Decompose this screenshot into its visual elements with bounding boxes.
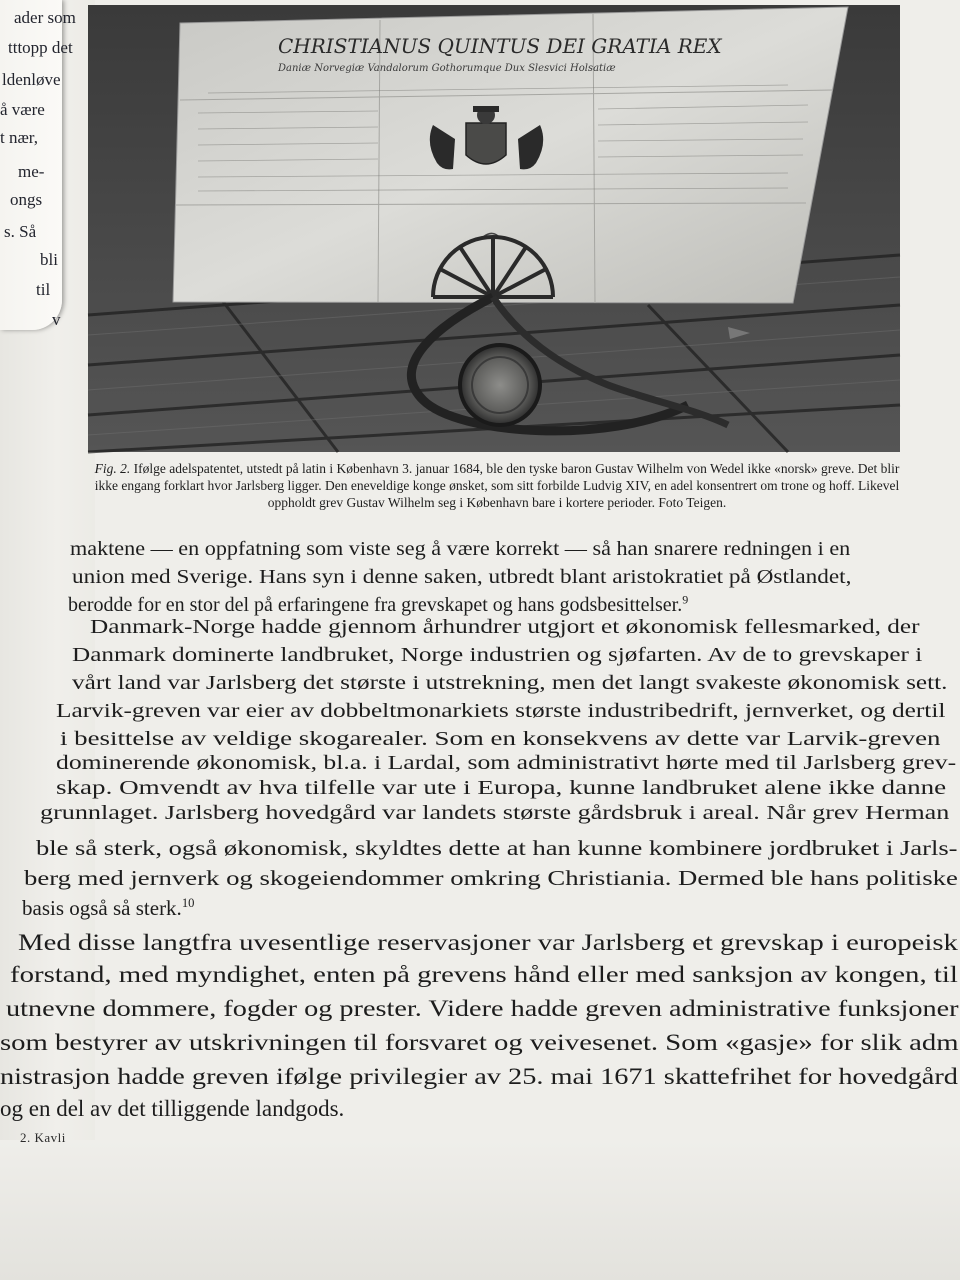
left-page-fragment: v: [52, 310, 61, 329]
body-line-text: skap. Omvendt av hva tilfelle var ute i Europa, kunne landbruket alene ikke danne: [56, 777, 947, 799]
body-line-text: basis også så sterk.: [22, 896, 182, 920]
left-page-fragment: bli: [40, 250, 58, 269]
body-line: [72, 644, 922, 667]
page-bottom-shade: [0, 1140, 960, 1280]
body-line-text: berodde for en stor del på erfaringene fra grevskapet og hans godsbesittelser.: [68, 594, 683, 616]
body-line: [40, 802, 949, 825]
body-line: [24, 866, 958, 891]
body-line-text: dominerende økonomisk, bl.a. i Lardal, som administrativt hørte med til Jarlsberg grev-: [56, 752, 957, 774]
body-line-text: i besittelse av veldige skogarealer. Som en konsekvens av dette var Larvik-greven: [60, 728, 941, 750]
body-line: [56, 700, 945, 723]
body-line: [72, 566, 851, 589]
figure-caption-text: Ifølge adelspatentet, utstedt på latin i København 3. januar 1684, ble den tyske baron Gustav Wilhelm von Wedel ikke «norsk» greve. Det blir ikke engang forklart hvor Jarlsberg ligger. Den eneveldige konge ønsket, som sitt forbilde Ludvig XIV, en adel konsentrert om trone og hoff. Likevel oppholdt grev Gustav Wilhelm seg i København bare i kortere perioder. Foto Teigen.: [94, 461, 900, 510]
body-line: [60, 728, 940, 751]
body-line-text: forstand, med myndighet, enten på grevens hånd eller med sanksjon av kongen, til: [10, 962, 958, 987]
body-line-text: Larvik-greven var eier av dobbeltmonarkiets største industribedrift, jernverket, og dertil: [56, 700, 946, 722]
body-line-text: utnevne dommere, fogder og prester. Videre hadde greven administrative funksjoner: [6, 996, 959, 1021]
body-line: [6, 996, 959, 1022]
body-line-text: Med disse langtfra uvesentlige reservasjoner var Jarlsberg et grevskap i europeisk: [18, 930, 958, 955]
left-page-fragment: til: [36, 280, 51, 299]
document-subheading: Daniæ Norvegiæ Vandalorum Gothorumque Dux Slesvici Holsatiæ: [278, 63, 616, 74]
left-page-fragment: me-: [18, 162, 45, 181]
body-line: [36, 836, 958, 861]
body-line: [56, 752, 956, 775]
body-line-text: ble så sterk, også økonomisk, skyldtes dette at han kunne kombinere jordbruket i Jarls-: [36, 836, 958, 860]
body-line-text: Danmark dominerte landbruket, Norge industrien og sjøfarten. Av de to grevskaper i: [72, 644, 923, 666]
footnote: 2. Kavli: [20, 1130, 66, 1145]
left-page-fragment: ader som: [14, 8, 76, 27]
body-line-text: vårt land var Jarlsberg det største i utstrekning, men det langt svakeste økonomisk sett.: [72, 672, 948, 694]
body-line: [90, 616, 920, 639]
body-line-text: berg med jernverk og skogeiendommer omkring Christiania. Dermed ble hans politiske: [24, 866, 958, 890]
body-line-text: Danmark-Norge hadde gjennom århundrer utgjort et økonomisk fellesmarked, der: [90, 616, 920, 638]
body-line-text: nistrasjon hadde greven ifølge privilegier av 25. mai 1671 skattefrihet for hovedgård: [0, 1064, 958, 1089]
body-line: [18, 930, 958, 956]
body-line-text: som bestyrer av utskrivningen til forsvaret og veivesenet. Som «gasje» for slik adm: [0, 1030, 959, 1055]
body-line: [10, 962, 958, 988]
body-line: [22, 896, 194, 921]
body-line: [70, 538, 850, 561]
body-line: [68, 594, 688, 617]
body-line-text: grunnlaget. Jarlsberg hovedgård var landets største gårdsbruk i areal. Når grev Herman: [40, 802, 950, 824]
footnote-mark: 10: [181, 896, 195, 910]
left-page-fragment: ongs: [10, 190, 43, 209]
body-line: [0, 1064, 958, 1090]
body-line: [72, 672, 947, 695]
body-line: [0, 1030, 959, 1056]
body-line-text: og en del av det tilliggende landgods.: [0, 1096, 345, 1121]
left-page-fragment: ldenløve: [2, 70, 61, 89]
body-line: [56, 777, 946, 800]
left-page-edge: [0, 0, 76, 330]
body-line-text: union med Sverige. Hans syn i denne saken, utbredt blant aristokratiet på Østlandet,: [72, 566, 852, 588]
left-page-fragment: tttopp det: [8, 38, 73, 57]
body-line: [0, 1096, 344, 1122]
left-page-fragment: å være: [0, 100, 45, 119]
document-heading: CHRISTIANUS QUINTUS DEI GRATIA REX: [278, 34, 722, 58]
patent-document-photo: [88, 5, 900, 452]
footnote-mark: 9: [682, 592, 689, 607]
body-line-text: maktene — en oppfatning som viste seg å være korrekt — så han snarere redningen i en: [70, 538, 851, 560]
figure-caption: [82, 460, 912, 511]
figure-label: Fig. 2.: [94, 461, 131, 476]
left-page-fragment: s. Så: [4, 222, 37, 241]
left-page-fragment: t nær,: [0, 128, 39, 147]
figure-photo: [88, 5, 900, 452]
